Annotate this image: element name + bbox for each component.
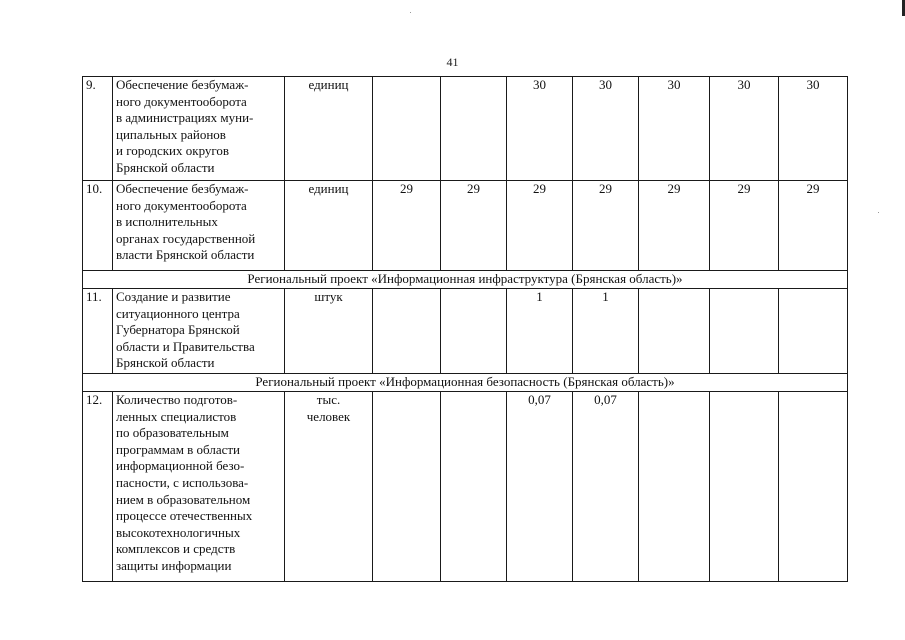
indicator-name-line: комплексов и средств xyxy=(116,541,236,557)
indicator-name-line: области и Правительства xyxy=(116,338,255,354)
scan-speck xyxy=(410,12,411,13)
indicator-name-line: Количество подготов- xyxy=(116,392,238,407)
indicator-name xyxy=(113,392,285,582)
section-title: Региональный проект «Информационная инфраструктура (Брянская область)» xyxy=(83,271,848,289)
indicator-name-line: ципальных районов xyxy=(116,126,226,142)
unit-cell xyxy=(285,77,373,181)
value-cell: 0,07 xyxy=(573,392,639,582)
table-row xyxy=(83,181,848,271)
value-cell: 30 xyxy=(639,77,710,181)
value-cell xyxy=(441,392,507,582)
indicators-table xyxy=(82,76,848,582)
value-cell: 30 xyxy=(710,77,779,181)
scan-speck xyxy=(878,212,879,213)
table-row xyxy=(83,289,848,374)
indicator-name-line: ного документооборота xyxy=(116,93,247,109)
value-cell: 1 xyxy=(573,289,639,374)
value-cell xyxy=(373,289,441,374)
indicator-name-line: информационной безо- xyxy=(116,458,245,474)
indicator-name xyxy=(113,181,285,271)
indicator-name-line: ного документооборота xyxy=(116,197,247,213)
unit-cell xyxy=(285,289,373,374)
table-row xyxy=(83,77,848,181)
indicator-name-line: Губернатора Брянской xyxy=(116,322,240,338)
section-header-row xyxy=(83,374,848,392)
value-cell xyxy=(373,77,441,181)
value-cell xyxy=(710,392,779,582)
value-cell: 0,07 xyxy=(507,392,573,582)
indicator-name-line: Создание и развитие xyxy=(116,289,231,304)
value-cell: 30 xyxy=(779,77,848,181)
value-cell xyxy=(441,289,507,374)
indicator-name-line: Брянской области xyxy=(116,159,215,175)
indicator-name-line: нием в образовательном xyxy=(116,491,251,507)
value-cell: 30 xyxy=(507,77,573,181)
indicator-name-line: по образовательным xyxy=(116,425,229,441)
value-cell xyxy=(779,289,848,374)
indicator-name-line: пасности, с использова- xyxy=(116,474,249,490)
page-number: 41 xyxy=(446,55,459,69)
indicator-name-line: Обеспечение безбумаж- xyxy=(116,77,249,92)
section-header-row xyxy=(83,271,848,289)
indicator-name-line: в администрациях муни- xyxy=(116,110,254,126)
unit-cell xyxy=(285,181,373,271)
indicator-name-line: Обеспечение безбумаж- xyxy=(116,181,249,196)
table-row xyxy=(83,392,848,582)
indicator-name-line: программам в области xyxy=(116,441,241,457)
value-cell: 30 xyxy=(573,77,639,181)
value-cell: 29 xyxy=(441,181,507,271)
indicator-name-line: ленных специалистов xyxy=(116,408,237,424)
row-number: 10. xyxy=(83,181,113,271)
value-cell: 29 xyxy=(373,181,441,271)
value-cell: 29 xyxy=(710,181,779,271)
value-cell: 1 xyxy=(507,289,573,374)
indicator-name-line: ситуационного центра xyxy=(116,305,240,321)
indicator-name-line: Брянской области xyxy=(116,355,215,371)
unit-line: тыс. xyxy=(316,392,341,407)
row-number: 12. xyxy=(83,392,113,582)
value-cell xyxy=(373,392,441,582)
table-body xyxy=(83,77,848,582)
value-cell: 29 xyxy=(639,181,710,271)
indicator-name-line: высокотехнологичных xyxy=(116,524,241,540)
indicator-name-line: органах государственной xyxy=(116,230,256,246)
indicator-name-line: и городских округов xyxy=(116,143,230,159)
unit-line: единиц xyxy=(308,181,349,196)
value-cell xyxy=(441,77,507,181)
value-cell xyxy=(710,289,779,374)
indicator-name-line: власти Брянской области xyxy=(116,247,255,263)
value-cell: 29 xyxy=(573,181,639,271)
section-title: Региональный проект «Информационная безопасность (Брянская область)» xyxy=(83,374,848,392)
indicator-name-line: процессе отечественных xyxy=(116,508,253,524)
unit-line: единиц xyxy=(308,77,349,92)
value-cell: 29 xyxy=(507,181,573,271)
unit-line: человек xyxy=(306,408,351,424)
indicator-name xyxy=(113,77,285,181)
indicator-name-line: защиты информации xyxy=(116,557,232,573)
value-cell xyxy=(779,392,848,582)
indicator-name xyxy=(113,289,285,374)
value-cell: 29 xyxy=(779,181,848,271)
row-number: 9. xyxy=(83,77,113,181)
row-number: 11. xyxy=(83,289,113,374)
unit-cell xyxy=(285,392,373,582)
unit-line: штук xyxy=(314,289,343,304)
value-cell xyxy=(639,289,710,374)
value-cell xyxy=(639,392,710,582)
indicator-name-line: в исполнительных xyxy=(116,214,218,230)
